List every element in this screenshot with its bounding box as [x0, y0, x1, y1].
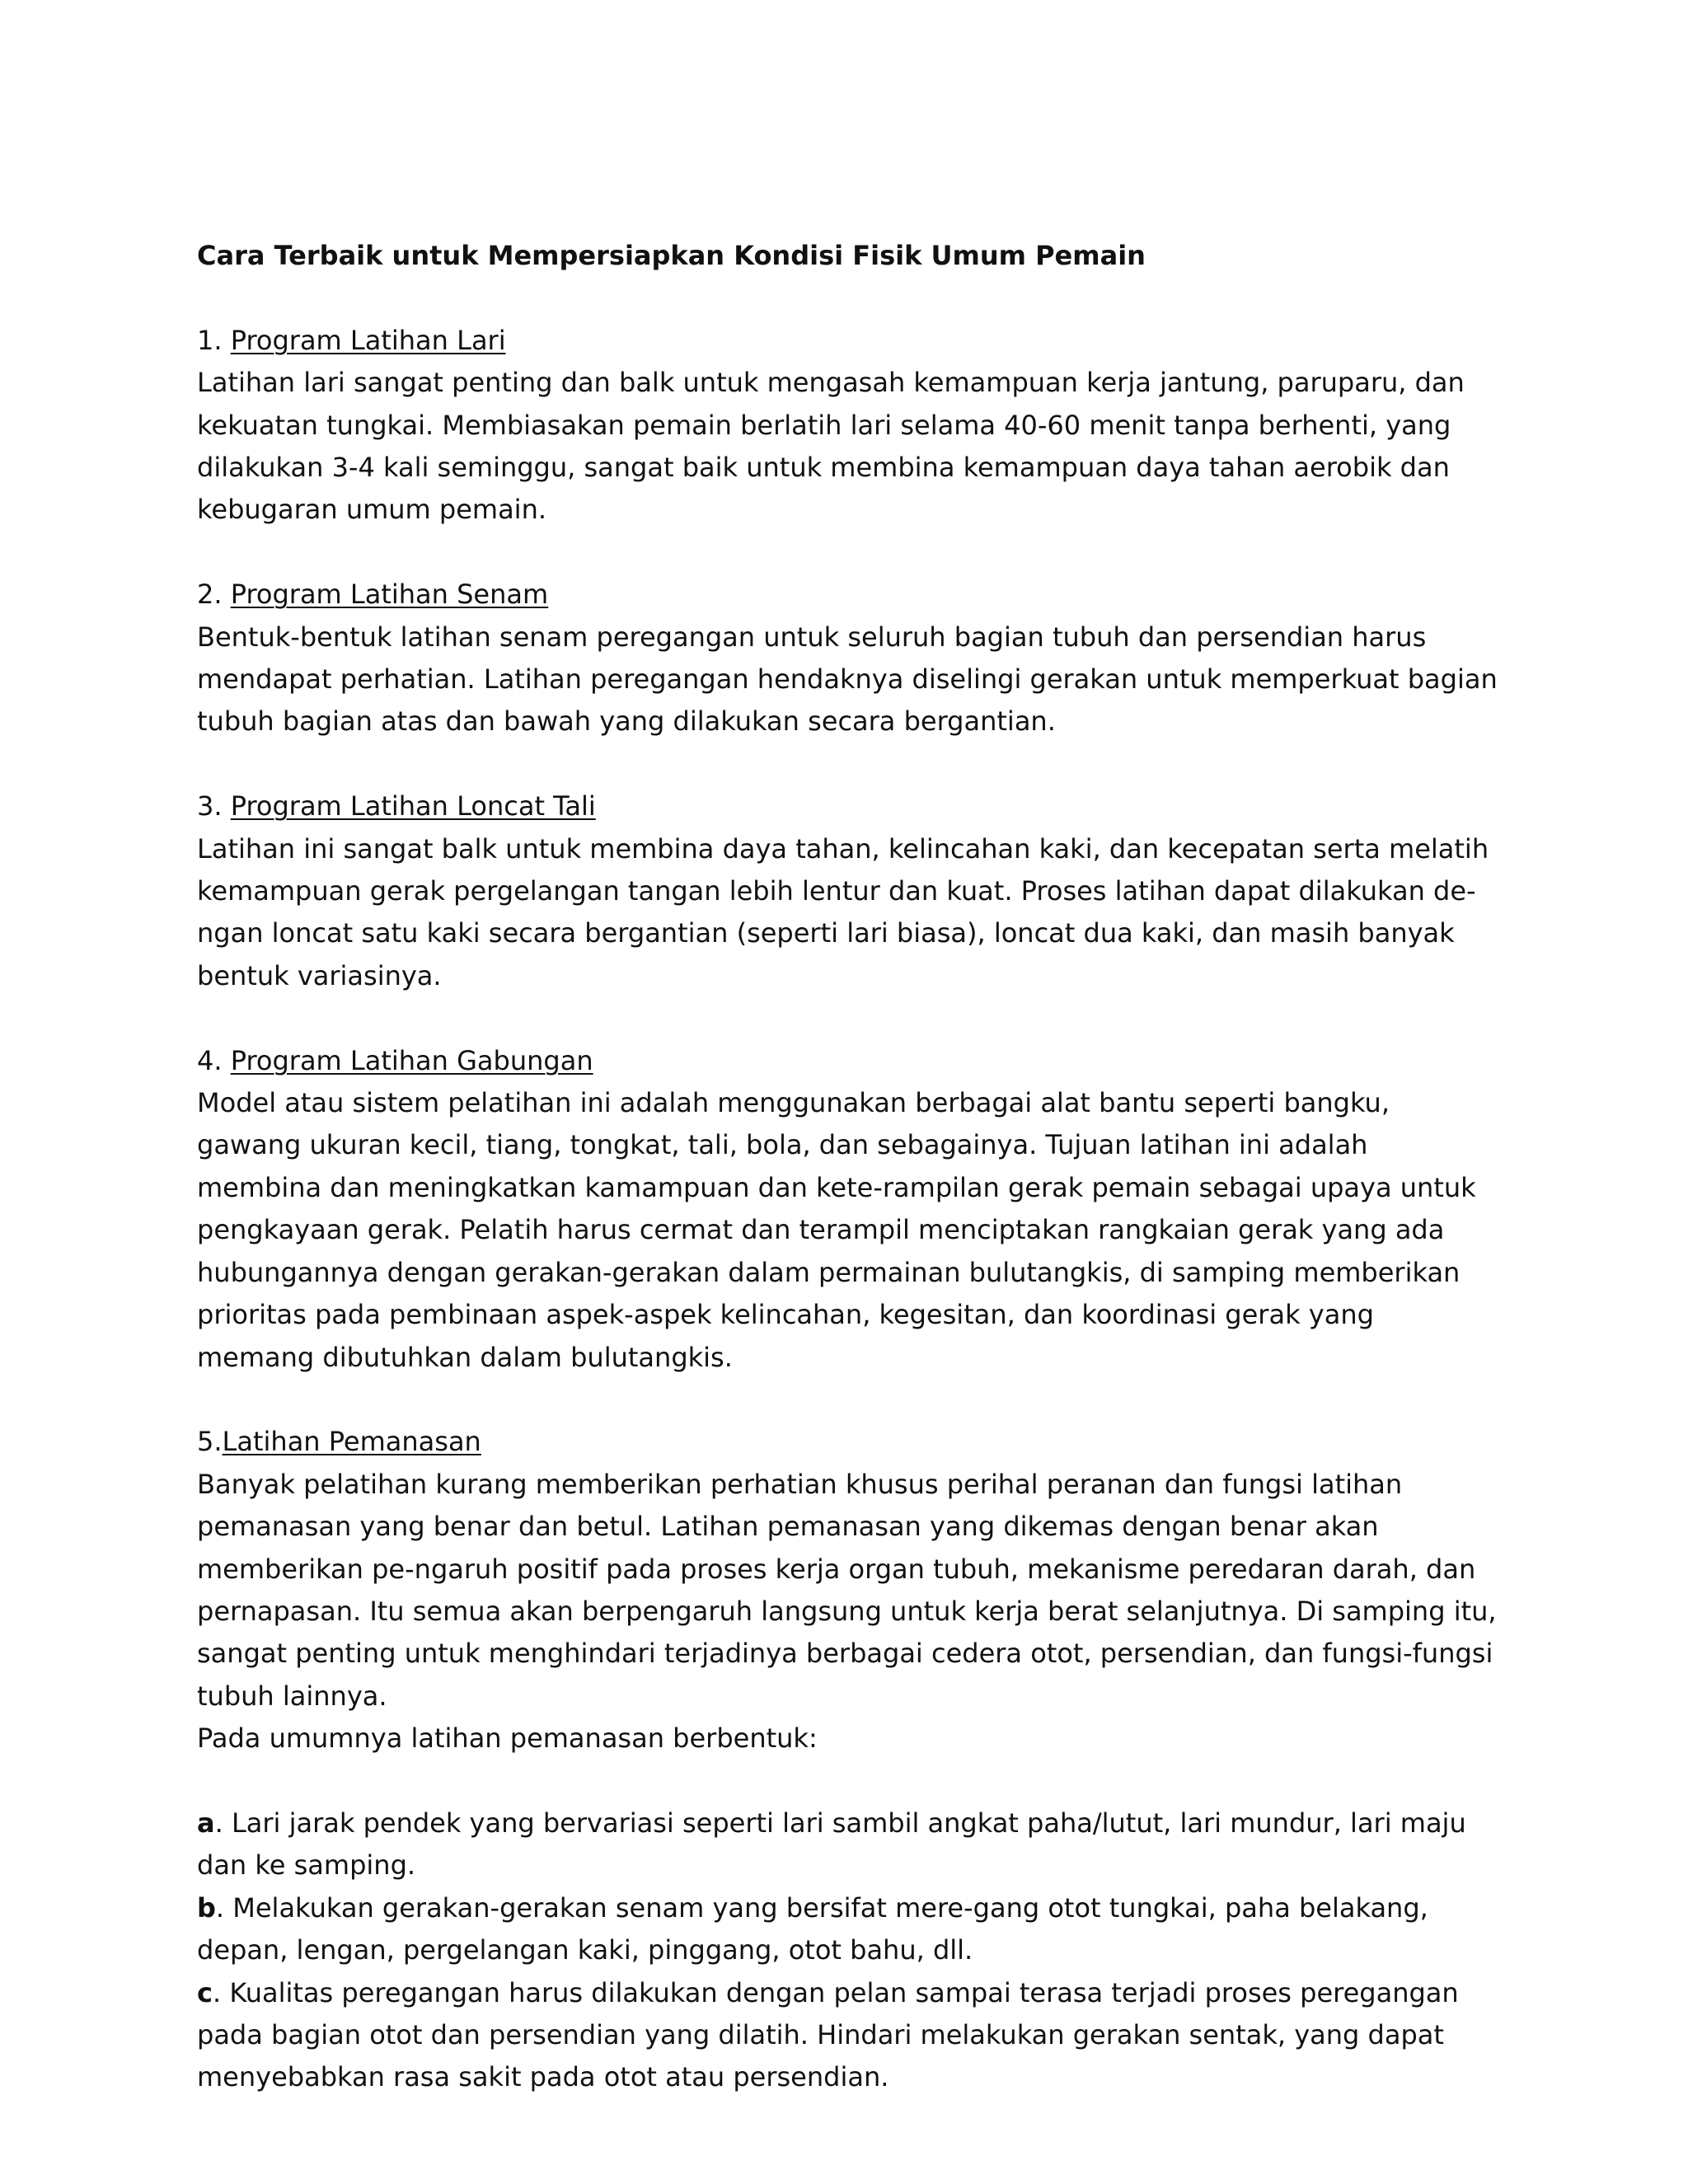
list-item-letter: a — [197, 1807, 215, 1839]
section-intro: Pada umumnya latihan pemanasan berbentuk: — [197, 1722, 818, 1755]
section-title: Program Latihan Senam — [230, 579, 549, 611]
list-item-letter: b — [197, 1891, 216, 1924]
section-number: 5. — [197, 1426, 223, 1458]
blank-line — [197, 1760, 1499, 1802]
section-body: Bentuk-bentuk latihan senam peregangan untuk seluruh bagian tubuh dan persendian harus mendapat perhatian. Latihan peregangan hendaknya diselingi gerakan untuk memperkuat bagian tubuh bagian atas dan bawah yang dilakukan secara bergantian. — [197, 621, 1498, 738]
list-item — [197, 1887, 1499, 1972]
section-1 — [197, 320, 1499, 532]
section-body: Latihan ini sangat balk untuk membina daya tahan, kelincahan kaki, dan kecepatan serta melatih kemampuan gerak pergelangan tangan lebih lentur dan kuat. Proses latihan dapat dilakukan de-ngan loncat satu kaki secara bergantian (seperti lari biasa), loncat dua kaki, dan masih banyak bentuk variasinya. — [197, 832, 1489, 991]
section-4 — [197, 1040, 1499, 1379]
warmup-list — [197, 1802, 1499, 2099]
section-title: Latihan Pemanasan — [222, 1426, 481, 1458]
list-item-text: . Kualitas peregangan harus dilakukan dengan pelan sampai terasa terjadi proses peregangan pada bagian otot dan persendian yang dilatih. Hindari melakukan gerakan sentak, yang dapat menyebabkan rasa sakit pada otot atau persendian. — [197, 1976, 1459, 2093]
list-item — [197, 1802, 1499, 1887]
section-number: 2. — [197, 579, 231, 611]
section-body: Model atau sistem pelatihan ini adalah menggunakan berbagai alat bantu seperti bangku, gawang ukuran kecil, tiang, tongkat, tali, bola, dan sebagainya. Tujuan latihan ini adalah membina dan meningkatkan kamampuan dan kete-rampilan gerak pemain sebagai upaya untuk pengkayaan gerak. Pelatih harus cermat dan terampil menciptakan rangkaian gerak yang ada hubungannya dengan gerakan-gerakan dalam permainan bulutangkis, di samping memberikan prioritas pada pembinaan aspek-aspek kelincahan, kegesitan, dan koordinasi gerak yang memang dibutuhkan dalam bulutangkis. — [197, 1087, 1476, 1373]
section-heading — [197, 1040, 1499, 1082]
section-2 — [197, 574, 1499, 743]
list-item-text: . Lari jarak pendek yang bervariasi seperti lari sambil angkat paha/lutut, lari mundur, lari maju dan ke samping. — [197, 1807, 1466, 1882]
section-title: Program Latihan Lari — [230, 324, 506, 356]
section-heading — [197, 1421, 1499, 1463]
document-page — [197, 235, 1499, 2099]
section-body: Banyak pelatihan kurang memberikan perhatian khusus perihal peranan dan fungsi latihan pemanasan yang benar dan betul. Latihan pemanasan yang dikemas dengan benar akan memberikan pe-ngaruh positif pada proses kerja organ tubuh, mekanisme peredaran darah, dan pernapasan. Itu semua akan berpengaruh langsung untuk kerja berat selanjutnya. Di samping itu, sangat penting untuk menghindari terjadinya berbagai cedera otot, persendian, dan fungsi-fungsi tubuh lainnya. — [197, 1468, 1497, 1712]
list-item — [197, 1972, 1499, 2099]
list-item-text: . Melakukan gerakan-gerakan senam yang bersifat mere-gang otot tungkai, paha belakang, depan, lengan, pergelangan kaki, pinggang, otot bahu, dll. — [197, 1891, 1428, 1966]
section-number: 4. — [197, 1044, 231, 1076]
section-5 — [197, 1421, 1499, 1760]
section-title: Program Latihan Loncat Tali — [230, 790, 596, 823]
section-title: Program Latihan Gabungan — [230, 1044, 593, 1076]
list-item-letter: c — [197, 1976, 213, 2008]
section-3 — [197, 785, 1499, 997]
section-number: 1. — [197, 324, 231, 356]
document-title: Cara Terbaik untuk Mempersiapkan Kondisi Fisik Umum Pemain — [197, 240, 1146, 271]
section-body: Latihan lari sangat penting dan balk untuk mengasah kemampuan kerja jantung, paruparu, dan kekuatan tungkai. Membiasakan pemain berlatih lari selama 40-60 menit tanpa berhenti, yang dilakukan 3-4 kali seminggu, sangat baik untuk membina kemampuan daya tahan aerobik dan kebugaran umum pemain. — [197, 367, 1465, 526]
section-heading — [197, 574, 1499, 616]
section-heading — [197, 320, 1499, 362]
section-heading — [197, 785, 1499, 827]
section-number: 3. — [197, 790, 231, 823]
